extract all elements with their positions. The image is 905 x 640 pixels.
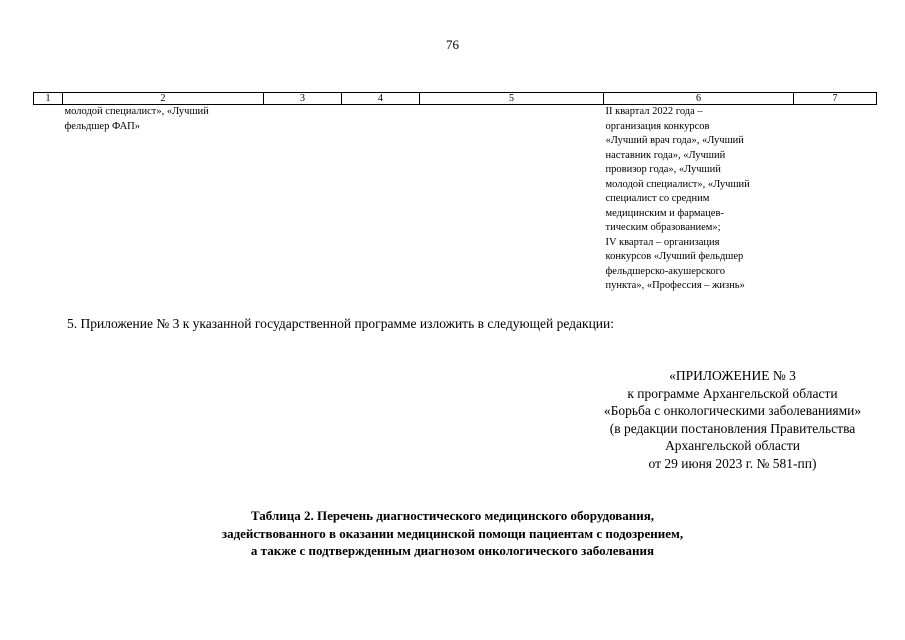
table-cell (264, 105, 342, 294)
continuation-table (33, 92, 877, 294)
cell-text-line: IV квартал – организация (605, 236, 720, 248)
column-number: 2 (63, 93, 264, 105)
appendix-line: Архангельской области (665, 438, 800, 454)
appendix-line: к программе Архангельской области (627, 385, 838, 401)
cell-text-line: специалист со средним (605, 193, 710, 204)
appendix-header (575, 367, 890, 473)
column-number: 7 (794, 93, 877, 105)
appendix-line: «Борьба с онкологическими заболеваниями» (603, 403, 862, 419)
cell-text-line: конкурсов «Лучший фельдшер (605, 251, 744, 262)
column-number: 3 (264, 93, 342, 105)
page-number: 76 (446, 37, 459, 52)
table-cell (794, 105, 877, 294)
table-cell (63, 105, 264, 294)
appendix-line: «ПРИЛОЖЕНИЕ № 3 (669, 368, 796, 383)
appendix-line: от 29 июня 2023 г. № 581-пп) (648, 455, 817, 471)
cell-text-line: тическим образованием»; (605, 222, 721, 233)
table-row (34, 105, 877, 294)
column-number: 5 (420, 93, 604, 105)
table-title (0, 507, 905, 560)
cell-text-line: молодой специалист», «Лучший (64, 106, 209, 117)
appendix-line: (в редакции постановления Правительства (609, 420, 856, 436)
amendment-paragraph: 5. Приложение № 3 к указанной государственной программе изложить в следующей редакции: (67, 316, 614, 331)
table-title-line: задействованного в оказании медицинской помощи пациентам с подозрением, (221, 525, 684, 541)
table-title-line: Таблица 2. Перечень диагностического медицинского оборудования, (250, 508, 655, 523)
column-number: 4 (342, 93, 420, 105)
cell-text-line: «Лучший врач года», «Лучший (605, 135, 744, 146)
cell-text-line: пункта», «Профессия – жизнь» (605, 280, 745, 291)
cell-text-line: провизор года», «Лучший (605, 164, 721, 175)
table-cell (420, 105, 604, 294)
cell-text-line: II квартал 2022 года – (605, 106, 703, 117)
table-title-line: а также с подтвержденным диагнозом онкологического заболевания (250, 543, 655, 558)
table-cell (34, 105, 63, 294)
cell-text-line: фельдшерско-акушерского (605, 265, 725, 277)
column-number-row (34, 93, 877, 105)
cell-text-line: медицинским и фармацев- (605, 207, 724, 219)
cell-text-line: наставник года», «Лучший (605, 149, 726, 161)
cell-text-line: фельдшер ФАП» (64, 120, 141, 132)
cell-text-line: организация конкурсов (605, 120, 710, 132)
column-number: 6 (604, 93, 794, 105)
table-cell (342, 105, 420, 294)
cell-text-line: молодой специалист», «Лучший (605, 178, 750, 190)
column-number: 1 (34, 93, 63, 105)
table-cell (604, 105, 794, 294)
